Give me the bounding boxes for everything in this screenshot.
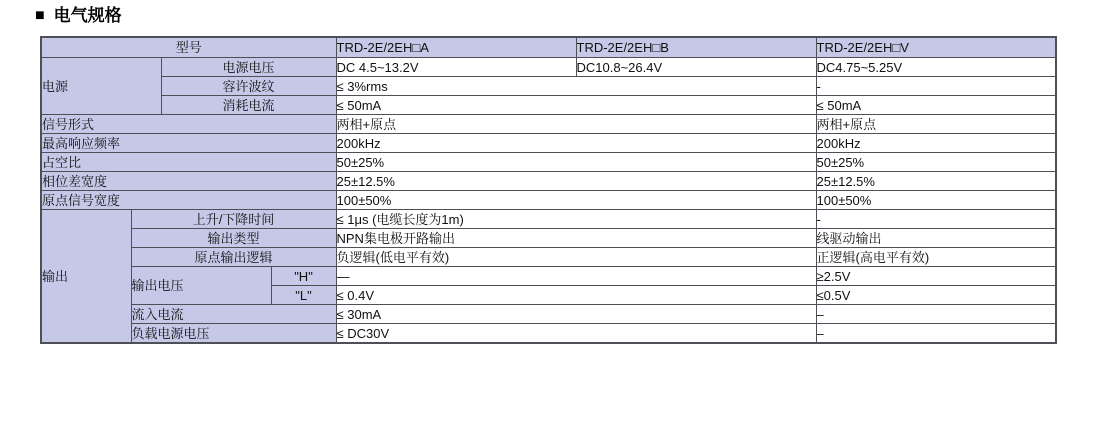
section-title	[35, 7, 122, 24]
row-label-current-consumption: 消耗电流	[161, 96, 336, 115]
table-row-max-frequency	[41, 134, 1056, 153]
row-label-load-voltage: 负载电源电压	[131, 324, 336, 344]
group-label-output: 输出	[41, 210, 131, 344]
row-label-duty-cycle: 占空比	[41, 153, 336, 172]
table-header-row	[41, 37, 1056, 58]
table-row-origin-logic	[41, 248, 1056, 267]
electrical-spec-table	[40, 36, 1057, 344]
value-current-consumption-ab: ≤ 50mA	[336, 96, 816, 115]
row-label-sink-current: 流入电流	[131, 305, 336, 324]
model-header-label: 型号	[41, 37, 336, 58]
value-voltage-l-v: ≤0.5V	[816, 286, 1056, 305]
value-duty-cycle-ab: 50±25%	[336, 153, 816, 172]
row-label-origin-width: 原点信号宽度	[41, 191, 336, 210]
row-label-origin-logic: 原点输出逻辑	[131, 248, 336, 267]
value-rise-fall-ab: ≤ 1μs (电缆长度为1m)	[336, 210, 816, 229]
value-origin-width-v: 100±50%	[816, 191, 1056, 210]
table-row-duty-cycle	[41, 153, 1056, 172]
row-label-voltage-h: "H"	[271, 267, 336, 286]
table-row-output-voltage-h	[41, 267, 1056, 286]
value-voltage-l-ab: ≤ 0.4V	[336, 286, 816, 305]
table-row-load-voltage	[41, 324, 1056, 344]
value-phase-width-ab: 25±12.5%	[336, 172, 816, 191]
value-origin-logic-v: 正逻辑(高电平有效)	[816, 248, 1056, 267]
table-row-signal-form	[41, 115, 1056, 134]
value-rise-fall-v: -	[816, 210, 1056, 229]
value-supply-voltage-b: DC10.8~26.4V	[576, 58, 816, 77]
row-label-voltage-l: "L"	[271, 286, 336, 305]
value-duty-cycle-v: 50±25%	[816, 153, 1056, 172]
value-signal-form-ab: 两相+原点	[336, 115, 816, 134]
value-current-consumption-v: ≤ 50mA	[816, 96, 1056, 115]
value-output-type-v: 线驱动输出	[816, 229, 1056, 248]
table-row-rise-fall	[41, 210, 1056, 229]
table-row-supply-voltage	[41, 58, 1056, 77]
value-signal-form-v: 两相+原点	[816, 115, 1056, 134]
value-origin-logic-ab: 负逻辑(低电平有效)	[336, 248, 816, 267]
row-label-signal-form: 信号形式	[41, 115, 336, 134]
row-label-phase-width: 相位差宽度	[41, 172, 336, 191]
value-output-type-ab: NPN集电极开路输出	[336, 229, 816, 248]
row-label-ripple: 容许波纹	[161, 77, 336, 96]
row-label-max-frequency: 最高响应频率	[41, 134, 336, 153]
value-phase-width-v: 25±12.5%	[816, 172, 1056, 191]
value-sink-current-ab: ≤ 30mA	[336, 305, 816, 324]
value-voltage-h-ab: —	[336, 267, 816, 286]
model-header-a: TRD-2E/2EH□A	[336, 37, 576, 58]
table-row-ripple	[41, 77, 1056, 96]
value-ripple-ab: ≤ 3%rms	[336, 77, 816, 96]
value-max-frequency-v: 200kHz	[816, 134, 1056, 153]
table-row-phase-width	[41, 172, 1056, 191]
table-row-current-consumption	[41, 96, 1056, 115]
group-label-power: 电源	[41, 58, 161, 115]
value-supply-voltage-v: DC4.75~5.25V	[816, 58, 1056, 77]
table-row-output-type	[41, 229, 1056, 248]
table-row-sink-current	[41, 305, 1056, 324]
value-sink-current-v: –	[816, 305, 1056, 324]
model-header-v: TRD-2E/2EH□V	[816, 37, 1056, 58]
value-ripple-v: -	[816, 77, 1056, 96]
value-voltage-h-v: ≥2.5V	[816, 267, 1056, 286]
section-title-square-icon: ■	[35, 6, 45, 24]
row-label-rise-fall: 上升/下降时间	[131, 210, 336, 229]
group-label-output-voltage: 输出电压	[131, 267, 271, 305]
value-origin-width-ab: 100±50%	[336, 191, 816, 210]
value-load-voltage-ab: ≤ DC30V	[336, 324, 816, 344]
value-load-voltage-v: –	[816, 324, 1056, 344]
row-label-output-type: 输出类型	[131, 229, 336, 248]
row-label-supply-voltage: 电源电压	[161, 58, 336, 77]
model-header-b: TRD-2E/2EH□B	[576, 37, 816, 58]
table-row-origin-width	[41, 191, 1056, 210]
value-supply-voltage-a: DC 4.5~13.2V	[336, 58, 576, 77]
section-title-text: 电气规格	[53, 6, 122, 25]
value-max-frequency-ab: 200kHz	[336, 134, 816, 153]
